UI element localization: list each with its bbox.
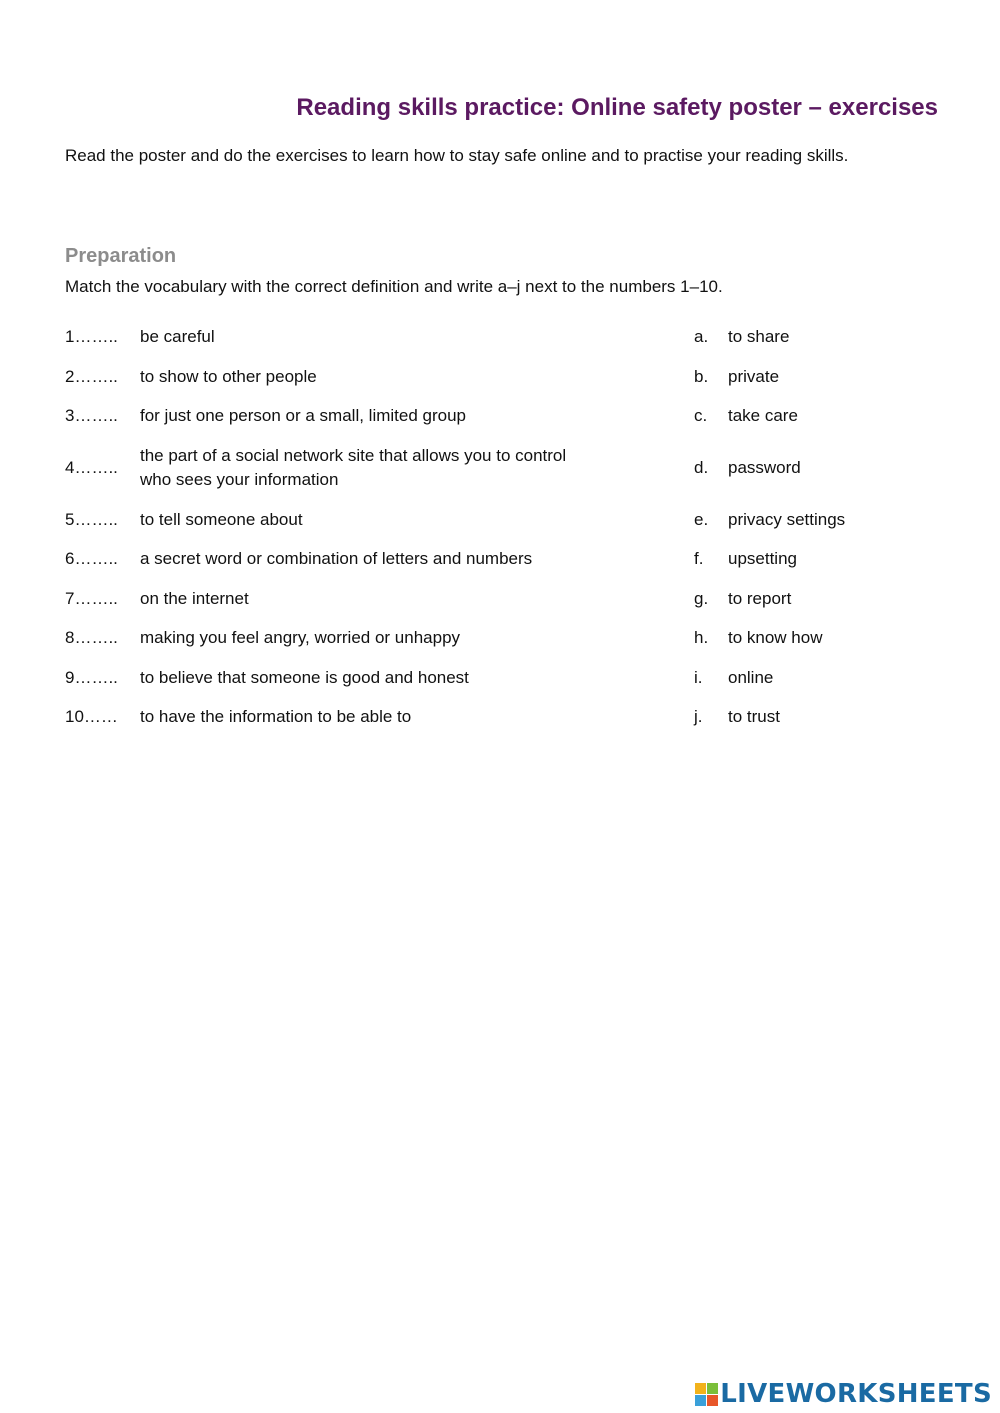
exercise-row [65,587,945,611]
answer-letter: h. [694,628,709,647]
exercise-row [65,705,945,729]
exercise-row [65,325,945,349]
answer-letter: e. [694,509,709,529]
exercise-row [65,626,945,650]
logo-wordmark: LIVEWORKSHEETS [720,1379,992,1409]
item-number: 3…….. [65,406,118,425]
answer-word: privacy settings [728,509,846,529]
answer-letter: g. [694,588,709,608]
exercise-row [65,365,945,389]
item-definition: to have the information to be able to [140,707,412,726]
answer-word: to know how [728,628,823,647]
item-number: 10…… [65,707,118,726]
logo-square [695,1395,706,1406]
answer-letter: f. [694,549,704,568]
answer-letter: b. [694,366,709,386]
item-number: 8…….. [65,628,118,647]
logo-square [695,1383,706,1394]
logo-square [707,1395,718,1406]
page-title: Reading skills practice: Online safety poster – exercises [296,94,938,121]
item-number: 2…….. [65,366,118,386]
item-definition: the part of a social network site that allows you to control who sees your information [140,445,567,489]
item-definition: to show to other people [140,366,317,386]
answer-letter: c. [694,406,708,425]
answer-word: online [728,667,774,687]
section-heading-preparation: Preparation [65,245,177,267]
exercise-row [65,547,945,571]
item-definition: for just one person or a small, limited group [140,406,466,425]
exercise-row [65,508,945,532]
item-number: 6…….. [65,549,118,568]
exercise-row [65,404,945,428]
logo-square [707,1383,718,1394]
answer-word: password [728,457,801,477]
item-definition: on the internet [140,588,249,608]
item-definition: a secret word or combination of letters and numbers [140,549,533,568]
exercise-row [65,666,945,690]
item-number: 9…….. [65,667,118,687]
instruction-text: Match the vocabulary with the correct definition and write a–j next to the numbers 1–10. [65,277,723,296]
exercise-row [65,444,945,492]
answer-letter: d. [694,457,709,477]
item-number: 4…….. [65,457,118,477]
answer-letter: i. [694,667,703,687]
item-definition: to believe that someone is good and honest [140,667,469,687]
answer-letter: j. [694,707,703,726]
liveworksheets-logo [695,1379,992,1409]
answer-word: take care [728,406,798,425]
item-definition: be careful [140,327,215,346]
answer-word: to report [728,588,792,608]
item-number: 7…….. [65,588,118,608]
answer-word: to trust [728,707,780,726]
intro-text: Read the poster and do the exercises to learn how to stay safe online and to practise your reading skills. [65,146,849,165]
liveworksheets-logo-icon [695,1383,718,1406]
item-definition: to tell someone about [140,509,303,529]
item-number: 1…….. [65,327,118,346]
answer-word: to share [728,327,790,346]
answer-letter: a. [694,327,709,346]
item-definition: making you feel angry, worried or unhappy [140,628,461,647]
answer-word: upsetting [728,549,797,568]
answer-word: private [728,366,780,386]
matching-exercise [65,325,945,745]
item-number: 5…….. [65,509,118,529]
